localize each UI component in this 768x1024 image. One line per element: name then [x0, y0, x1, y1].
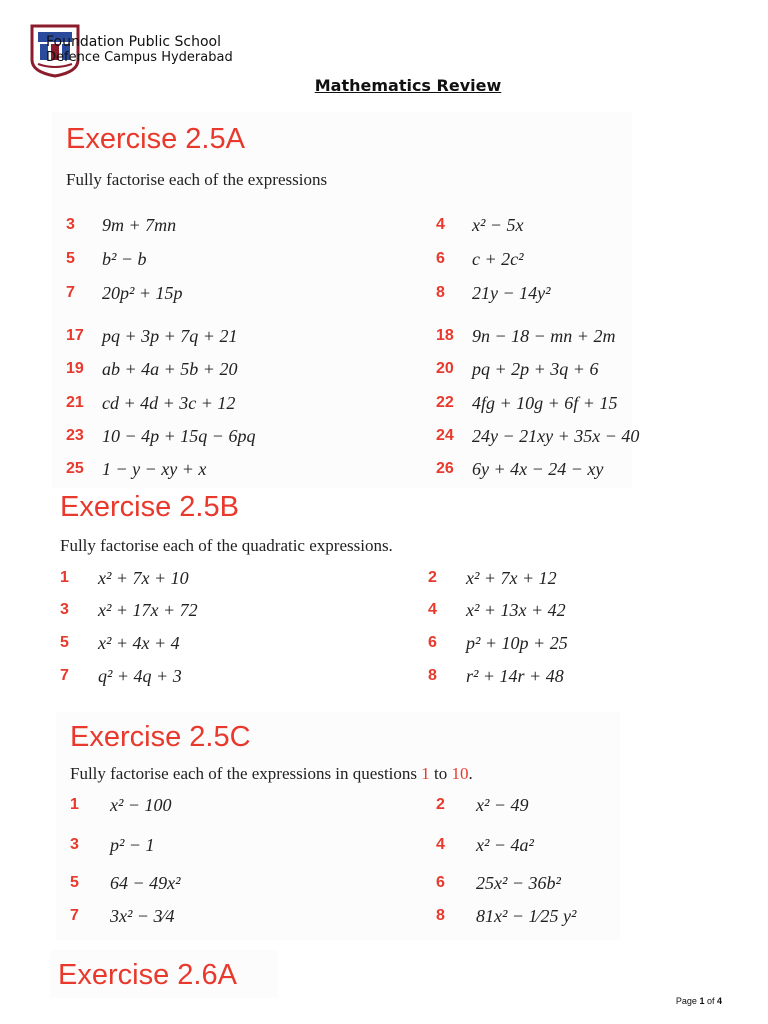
question-expression: 21y − 14y² [472, 282, 551, 303]
instruction-to: 10 [451, 764, 469, 783]
question-item [66, 390, 235, 416]
instruction-text: Fully factorise each of the expressions in questions [70, 764, 422, 783]
question-expression: x² + 4x + 4 [98, 632, 180, 653]
question-number: 22 [436, 394, 454, 411]
question-number: 4 [428, 601, 437, 618]
question-item [436, 456, 603, 482]
question-number: 20 [436, 360, 454, 377]
question-expression: x² − 100 [110, 794, 172, 815]
question-expression: ab + 4a + 5b + 20 [102, 358, 238, 379]
question-number: 5 [60, 634, 69, 651]
question-item [436, 390, 617, 416]
question-expression: 10 − 4p + 15q − 6pq [102, 425, 256, 446]
question-item [436, 323, 615, 349]
question-expression: 6y + 4x − 24 − xy [472, 458, 604, 479]
question-item [436, 832, 534, 858]
question-expression: x² − 4a² [476, 834, 534, 855]
question-item [66, 456, 206, 482]
question-number: 7 [66, 284, 75, 301]
question-number: 1 [70, 796, 79, 813]
question-item [60, 630, 180, 656]
question-number: 8 [436, 907, 445, 924]
question-expression: pq + 3p + 7q + 21 [102, 325, 238, 346]
question-item [70, 870, 181, 896]
question-expression: q² + 4q + 3 [98, 665, 182, 686]
question-item [436, 280, 551, 306]
question-item [66, 323, 237, 349]
question-expression: 3x² − 3⁄4 [110, 905, 175, 926]
question-expression: x² + 7x + 10 [98, 567, 189, 588]
page-number [676, 996, 722, 1006]
question-number: 26 [436, 460, 454, 477]
page-title: Mathematics Review [314, 76, 502, 95]
question-number: 3 [66, 216, 75, 233]
exercise-2-5c-instruction [70, 764, 473, 784]
campus-name: Defence Campus Hyderabad [46, 50, 233, 65]
exercise-2-5b-heading: Exercise 2.5B [60, 491, 239, 523]
question-expression: p² + 10p + 25 [466, 632, 568, 653]
question-number: 3 [60, 601, 69, 618]
question-expression: 9n − 18 − mn + 2m [472, 325, 616, 346]
question-item [428, 630, 568, 656]
question-expression: 4fg + 10g + 6f + 15 [472, 392, 618, 413]
question-expression: c + 2c² [472, 248, 524, 269]
question-expression: 81x² − 1⁄25 y² [476, 905, 577, 926]
page-of: of [704, 996, 717, 1006]
question-number: 4 [436, 836, 445, 853]
question-item [66, 246, 147, 272]
question-expression: cd + 4d + 3c + 12 [102, 392, 236, 413]
question-item [436, 423, 639, 449]
question-expression: 20p² + 15p [102, 282, 183, 303]
question-item [70, 832, 155, 858]
question-expression: x² + 17x + 72 [98, 599, 198, 620]
question-item [436, 356, 598, 382]
exercise-2-5a-instruction: Fully factorise each of the expressions [66, 170, 328, 189]
question-number: 3 [70, 836, 79, 853]
question-expression: b² − b [102, 248, 147, 269]
school-name: Foundation Public School [46, 34, 221, 50]
question-expression: 25x² − 36b² [476, 872, 561, 893]
question-number: 6 [436, 250, 445, 267]
question-expression: x² + 13x + 42 [466, 599, 566, 620]
question-item [428, 597, 566, 623]
question-item [436, 903, 576, 929]
question-item [60, 565, 189, 591]
question-number: 4 [436, 216, 445, 233]
page-current: 1 [699, 996, 705, 1006]
question-item [60, 663, 182, 689]
question-number: 1 [60, 569, 69, 586]
question-expression: x² − 5x [472, 214, 524, 235]
exercise-2-5b-instruction: Fully factorise each of the quadratic expressions. [60, 536, 393, 555]
page-total: 4 [716, 996, 722, 1006]
question-item [436, 870, 561, 896]
question-item [428, 663, 564, 689]
question-item [436, 792, 529, 818]
question-number: 6 [428, 634, 437, 651]
question-number: 17 [66, 327, 84, 344]
question-number: 24 [436, 427, 454, 444]
question-number: 2 [428, 569, 437, 586]
question-expression: x² − 49 [476, 794, 529, 815]
question-number: 6 [436, 874, 445, 891]
question-number: 7 [70, 907, 79, 924]
question-item [428, 565, 557, 591]
question-number: 5 [70, 874, 79, 891]
question-number: 21 [66, 394, 84, 411]
exercise-2-5a-heading: Exercise 2.5A [66, 123, 245, 155]
question-expression: 64 − 49x² [110, 872, 181, 893]
question-item [436, 246, 524, 272]
question-expression: 9m + 7mn [102, 214, 177, 235]
question-number: 19 [66, 360, 84, 377]
question-number: 23 [66, 427, 84, 444]
question-number: 5 [66, 250, 75, 267]
question-number: 18 [436, 327, 454, 344]
instruction-mid: to [429, 764, 452, 783]
question-number: 2 [436, 796, 445, 813]
instruction-from: 1 [421, 764, 430, 783]
question-number: 25 [66, 460, 84, 477]
exercise-2-6a-heading: Exercise 2.6A [58, 959, 237, 991]
question-item [70, 792, 172, 818]
question-item [66, 280, 183, 306]
question-number: 8 [436, 284, 445, 301]
question-expression: x² + 7x + 12 [466, 567, 557, 588]
question-expression: r² + 14r + 48 [466, 665, 564, 686]
instruction-suffix: . [468, 764, 473, 783]
question-expression: p² − 1 [110, 834, 155, 855]
question-item [66, 356, 237, 382]
exercise-2-5c-heading: Exercise 2.5C [70, 721, 251, 753]
question-item [66, 212, 176, 238]
question-item [60, 597, 198, 623]
question-item [66, 423, 255, 449]
question-item [70, 903, 175, 929]
question-number: 8 [428, 667, 437, 684]
question-item [436, 212, 524, 238]
question-expression: 24y − 21xy + 35x − 40 [472, 425, 640, 446]
page-word: Page [675, 996, 700, 1006]
question-expression: pq + 2p + 3q + 6 [472, 358, 599, 379]
question-expression: 1 − y − xy + x [102, 458, 207, 479]
question-number: 7 [60, 667, 69, 684]
